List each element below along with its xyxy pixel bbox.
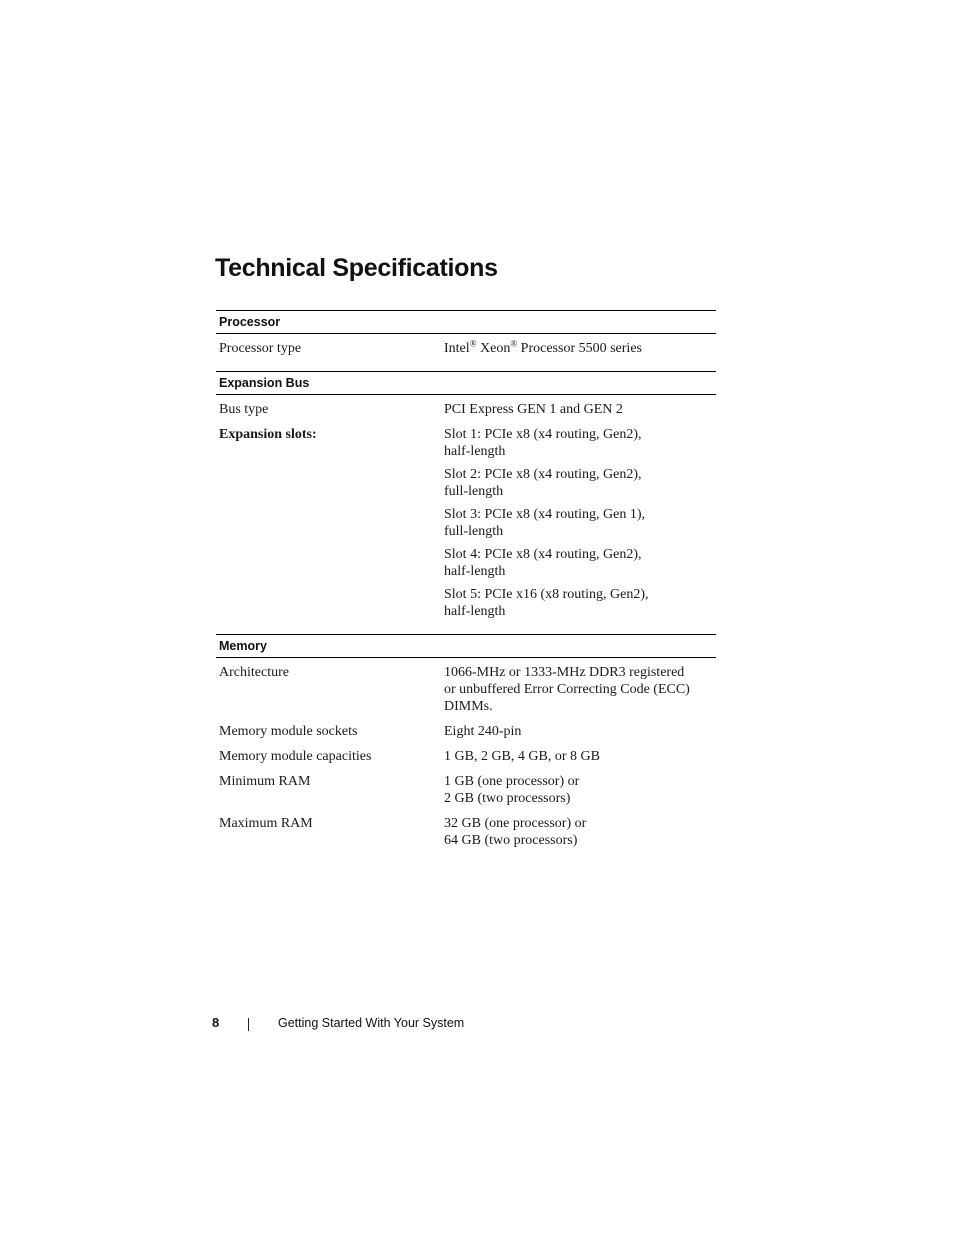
section-header-expansion-bus: Expansion Bus [216, 371, 716, 395]
spec-row-bus-type [216, 397, 716, 422]
spec-label: Minimum RAM [219, 774, 311, 789]
section-processor [216, 310, 716, 361]
value-text: Xeon [476, 341, 511, 356]
spec-value: PCI Express GEN 1 and GEN 2 [444, 402, 623, 417]
spec-label: Expansion slots: [219, 427, 317, 442]
value-line: 1 GB (one processor) or [444, 774, 580, 789]
registered-mark: ® [510, 338, 518, 349]
slot-line: Slot 4: PCIe x8 (x4 routing, Gen2), [444, 547, 642, 562]
spec-label: Bus type [219, 402, 269, 417]
spec-value: 1 GB, 2 GB, 4 GB, or 8 GB [444, 749, 600, 764]
spec-row-sockets [216, 719, 716, 744]
slot-line: full-length [444, 484, 504, 499]
spec-table [216, 310, 716, 853]
slot-entry-4 [444, 546, 716, 580]
slot-line: half-length [444, 444, 506, 459]
spec-label: Memory module sockets [219, 724, 358, 739]
value-line: or unbuffered Error Correcting Code (ECC) [444, 682, 690, 697]
slot-line: Slot 2: PCIe x8 (x4 routing, Gen2), [444, 467, 642, 482]
footer-document-title: Getting Started With Your System [278, 1016, 465, 1030]
spec-value: Eight 240-pin [444, 724, 522, 739]
section-rows-processor [216, 334, 716, 361]
spec-value [444, 815, 716, 849]
section-rows-memory [216, 658, 716, 853]
spec-row-expansion-slots [216, 422, 716, 624]
spec-row-architecture [216, 660, 716, 719]
slot-line: half-length [444, 564, 506, 579]
value-line: 2 GB (two processors) [444, 791, 571, 806]
value-line: 1066-MHz or 1333-MHz DDR3 registered [444, 665, 685, 680]
value-line: 64 GB (two processors) [444, 833, 578, 848]
spec-label: Maximum RAM [219, 816, 313, 831]
slot-entry-5 [444, 586, 716, 620]
spec-value [444, 340, 716, 357]
spec-label: Memory module capacities [219, 749, 372, 764]
slot-line: Slot 5: PCIe x16 (x8 routing, Gen2), [444, 587, 649, 602]
slot-line: half-length [444, 604, 506, 619]
slot-line: Slot 1: PCIe x8 (x4 routing, Gen2), [444, 427, 642, 442]
spec-label: Architecture [219, 665, 289, 680]
spec-row-capacities [216, 744, 716, 769]
value-line: 32 GB (one processor) or [444, 816, 587, 831]
slot-line: Slot 3: PCIe x8 (x4 routing, Gen 1), [444, 507, 646, 522]
section-gap [216, 361, 716, 371]
page-number: 8 [212, 1015, 220, 1030]
spec-value [444, 773, 716, 807]
spec-value-slots [444, 426, 716, 620]
section-rows-expansion-bus [216, 395, 716, 624]
slot-entry-3 [444, 506, 716, 540]
spec-row-processor-type [216, 336, 716, 361]
value-line: DIMMs. [444, 699, 493, 714]
registered-mark: ® [469, 338, 477, 349]
spec-row-min-ram [216, 769, 716, 811]
section-gap [216, 624, 716, 634]
value-text: Processor 5500 series [517, 341, 642, 356]
footer-separator [248, 1018, 249, 1031]
section-memory [216, 634, 716, 853]
section-expansion-bus [216, 371, 716, 624]
slot-entry-1 [444, 426, 716, 460]
spec-label: Processor type [219, 341, 302, 356]
slot-line: full-length [444, 524, 504, 539]
spec-value [444, 664, 716, 715]
slot-entry-2 [444, 466, 716, 500]
section-header-memory: Memory [216, 634, 716, 658]
spec-row-max-ram [216, 811, 716, 853]
page-title: Technical Specifications [215, 254, 498, 282]
section-header-processor: Processor [216, 310, 716, 334]
value-text: Intel [444, 341, 470, 356]
